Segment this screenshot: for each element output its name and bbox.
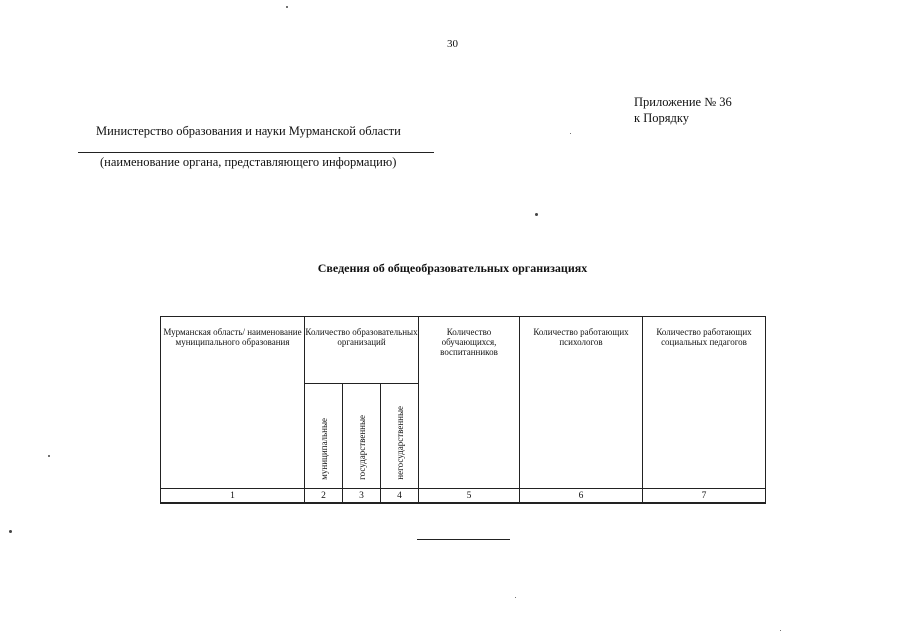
- appendix-line-2: к Порядку: [634, 111, 689, 125]
- header-region: Мурманская область/ наименование муниципального образования: [161, 317, 305, 489]
- column-number: 5: [419, 489, 520, 504]
- column-number: 2: [305, 489, 343, 504]
- organization-underline: [78, 152, 434, 153]
- scan-speck: [535, 213, 538, 216]
- header-organizations-count: Количество образовательных организаций: [305, 317, 419, 384]
- organization-caption: (наименование органа, представляющего информацию): [100, 155, 397, 169]
- scan-speck: [48, 455, 50, 457]
- organizations-table: [160, 316, 766, 504]
- header-municipal-label: муниципальные: [318, 418, 329, 480]
- column-number: 3: [343, 489, 381, 504]
- header-state-label: государственные: [356, 415, 367, 480]
- organization-name: Министерство образования и науки Мурманской области: [96, 124, 401, 138]
- column-number: 1: [161, 489, 305, 504]
- closing-line: [417, 539, 510, 540]
- scan-speck: [515, 597, 516, 598]
- column-number: 4: [381, 489, 419, 504]
- scan-speck: [570, 133, 571, 134]
- column-number: 6: [520, 489, 643, 504]
- header-social-teachers-count: Количество работающих социальных педагогов: [643, 317, 766, 489]
- header-students-count: Количество обучающихся, воспитанников: [419, 317, 520, 489]
- appendix-reference: [634, 94, 732, 126]
- header-municipal: [305, 384, 343, 489]
- scan-speck: [286, 6, 288, 8]
- table-row-column-numbers: [161, 489, 766, 504]
- appendix-line-1: Приложение № 36: [634, 95, 732, 109]
- document-title: Сведения об общеобразовательных организациях: [317, 261, 588, 275]
- page-number: 30: [447, 38, 458, 50]
- header-psychologists-count: Количество работающих психологов: [520, 317, 643, 489]
- scan-speck: [780, 630, 781, 631]
- header-nonstate: [381, 384, 419, 489]
- scan-speck: [9, 530, 12, 533]
- column-number: 7: [643, 489, 766, 504]
- header-state: [343, 384, 381, 489]
- header-nonstate-label: негосударственные: [394, 406, 405, 480]
